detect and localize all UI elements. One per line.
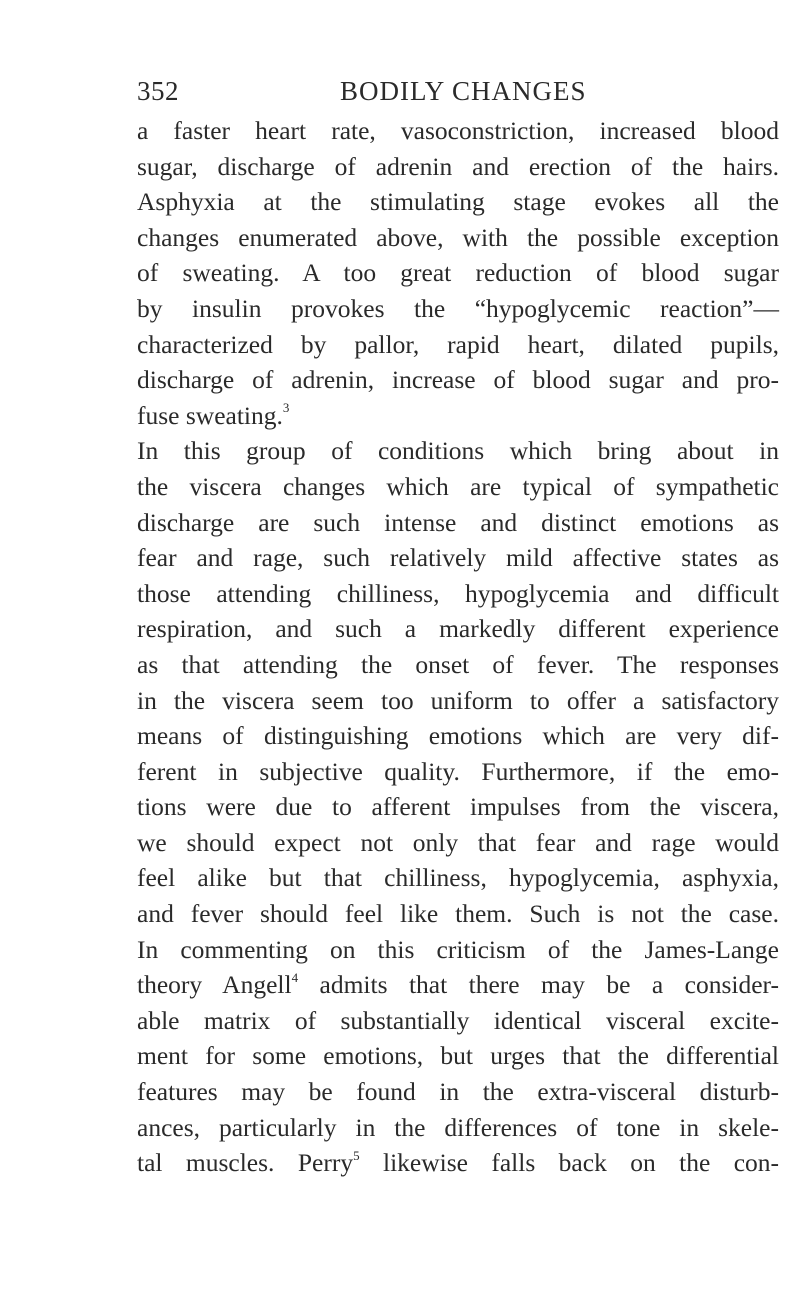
text-line-content: feel alike but that chilliness, hypoglycemia, asphyxia, <box>137 863 779 893</box>
text-line <box>137 896 779 932</box>
text-line <box>137 576 779 612</box>
text-line-content: means of distinguishing emotions which are very dif- <box>137 721 779 751</box>
text-line <box>137 362 779 398</box>
text-line <box>137 967 779 1003</box>
text-line <box>137 433 779 469</box>
text-line-content: fuse sweating. <box>137 400 283 430</box>
text-line <box>137 1038 779 1074</box>
text-line-content: we should expect not only that fear and rage would <box>137 827 779 857</box>
text-line <box>137 540 779 576</box>
text-line-content: ment for some emotions, but urges that the differential <box>137 1041 779 1071</box>
text-line <box>137 1003 779 1039</box>
text-line-content: characterized by pallor, rapid heart, dilated pupils, <box>137 329 779 359</box>
text-line <box>137 1110 779 1146</box>
text-line-content: discharge are such intense and distinct emotions as <box>137 507 779 537</box>
text-line <box>137 255 779 291</box>
text-line <box>137 184 779 220</box>
footnote-reference: 3 <box>282 400 290 416</box>
text-line <box>137 505 779 541</box>
text-line-content: ances, particularly in the differences of tone in skele- <box>137 1112 779 1142</box>
text-line <box>137 398 779 434</box>
text-line <box>137 113 779 149</box>
text-line-content: tal muscles. Perry <box>137 1148 354 1178</box>
text-line-content: respiration, and such a markedly different experience <box>137 614 779 644</box>
text-line-content: those attending chilliness, hypoglycemia and difficult <box>137 578 779 608</box>
text-line-content: theory Angell <box>137 970 292 1000</box>
body-text <box>137 113 779 1181</box>
text-line <box>137 220 779 256</box>
text-line-content: tions were due to afferent impulses from the viscera, <box>137 792 779 822</box>
text-line-content: discharge of adrenin, increase of blood sugar and pro- <box>137 365 779 395</box>
text-line-content: sugar, discharge of adrenin and erection of the hairs. <box>137 151 779 181</box>
text-line-content: fear and rage, such relatively mild affective states as <box>137 543 779 573</box>
text-line-content: Asphyxia at the stimulating stage evokes all the <box>137 187 779 217</box>
text-line <box>137 1074 779 1110</box>
footnote-reference: 4 <box>291 969 299 985</box>
footnote-reference: 5 <box>353 1147 360 1163</box>
text-line <box>137 1145 779 1181</box>
text-line <box>137 647 779 683</box>
text-line-content: ferent in subjective quality. Furthermore, if the emo- <box>137 756 779 786</box>
text-line-content: the viscera changes which are typical of sympathetic <box>137 471 779 501</box>
text-line <box>137 149 779 185</box>
text-line-content: able matrix of substantially identical visceral excite- <box>137 1005 779 1035</box>
text-line-content: as that attending the onset of fever. The responses <box>137 649 779 679</box>
text-line-content: of sweating. A too great reduction of blood sugar <box>137 258 779 288</box>
text-line-content: and fever should feel like them. Such is not the case. <box>137 899 779 929</box>
text-line <box>137 291 779 327</box>
text-line-content: by insulin provokes the “hypoglycemic reaction”— <box>137 293 779 323</box>
text-line <box>137 469 779 505</box>
text-line <box>137 683 779 719</box>
text-line-continuation: admits that there may be a consider- <box>298 970 779 1000</box>
text-line <box>137 825 779 861</box>
text-line-content: in the viscera seem too uniform to offer a satisfactory <box>137 685 779 715</box>
running-head: BODILY CHANGES <box>340 76 587 106</box>
text-line <box>137 327 779 363</box>
text-line-content: features may be found in the extra-visceral disturb- <box>137 1077 779 1107</box>
text-line <box>137 754 779 790</box>
text-line <box>137 860 779 896</box>
text-line <box>137 789 779 825</box>
text-line <box>137 932 779 968</box>
text-line-continuation: likewise falls back on the con- <box>359 1148 780 1178</box>
text-line <box>137 611 779 647</box>
page-number: 352 <box>137 76 179 106</box>
text-line-content: a faster heart rate, vasoconstriction, increased blood <box>137 116 779 145</box>
text-line-content: changes enumerated above, with the possible exception <box>137 222 779 252</box>
text-line-content: In this group of conditions which bring about in <box>137 436 779 466</box>
text-line <box>137 718 779 754</box>
text-line-content: In commenting on this criticism of the James-Lange <box>137 934 779 964</box>
